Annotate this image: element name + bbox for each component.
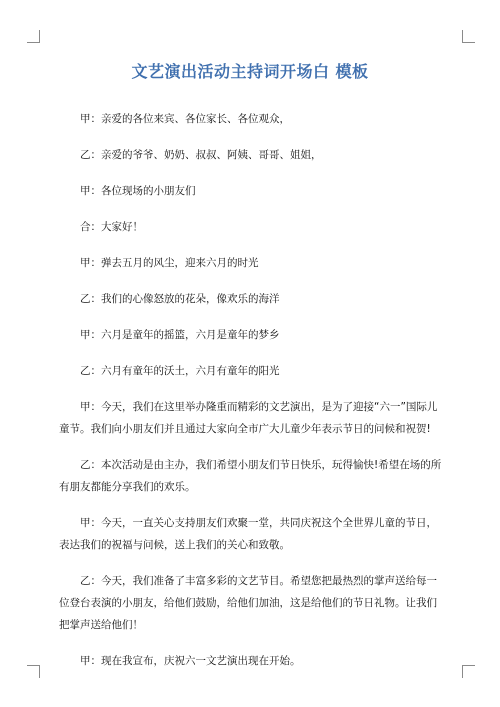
- crop-mark-top-right: [462, 30, 475, 43]
- paragraph-10: 乙：本次活动是由主办，我们希望小朋友们节日快乐，玩得愉快!希望在场的所有朋友都能分享我们的欢乐。: [59, 459, 442, 493]
- paragraph-8: 乙：六月有童年的沃土，六月有童年的阳光: [80, 365, 280, 377]
- document-body: [59, 108, 447, 686]
- crop-mark-bottom-left: [27, 665, 40, 678]
- crop-mark-top-left: [27, 30, 40, 43]
- paragraph-11: 甲：今天，一直关心支持朋友们欢聚一堂，共同庆祝这个全世界儿童的节日，表达我们的祝福与问候，送上我们的关心和致敬。: [59, 517, 437, 551]
- paragraph-2: 乙：亲爱的爷爷、奶奶、叔叔、阿姨、哥哥、姐姐，: [80, 149, 322, 161]
- paragraph-1: 甲：亲爱的各位来宾、各位家长、各位观众，: [80, 113, 290, 125]
- paragraph-4: 合：大家好！: [80, 221, 143, 233]
- paragraph-7: 甲：六月是童年的摇篮，六月是童年的梦乡: [80, 329, 280, 341]
- paragraph-12: 乙：今天，我们准备了丰富多彩的文艺节目。希望您把最热烈的掌声送给每一位登台表演的小朋友，给他们鼓励，给他们加油，这是给他们的节日礼物。让我们把掌声送给他们！: [59, 575, 437, 631]
- paragraph-6: 乙：我们的心像怒放的花朵，像欢乐的海洋: [80, 293, 280, 305]
- paragraph-3: 甲：各位现场的小朋友们: [80, 185, 196, 197]
- crop-mark-bottom-right: [462, 665, 475, 678]
- paragraph-13: 甲：现在我宣布，庆祝六一文艺演出现在开始。: [80, 655, 301, 667]
- document-title: 文艺演出活动主持词开场白 模板: [131, 62, 369, 81]
- paragraph-5: 甲：弹去五月的风尘，迎来六月的时光: [80, 257, 259, 269]
- paragraph-9: 甲：今天，我们在这里举办隆重而精彩的文艺演出，是为了迎接“六一”国际儿童节。我们向小朋友们并且通过大家向全市广大儿童少年表示节日的问候和祝贺!: [59, 401, 438, 435]
